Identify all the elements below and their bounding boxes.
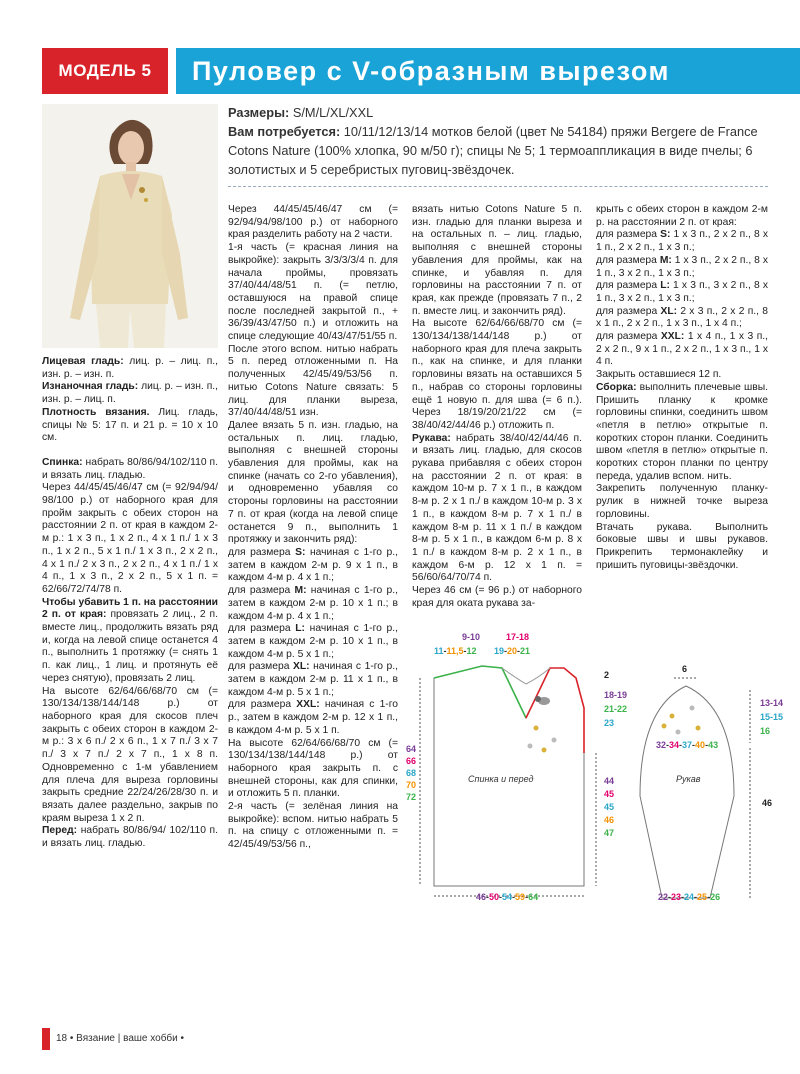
star-button-icon (676, 730, 681, 735)
stitch-purl-text: лиц. р. – изн. п., изн. р. – лиц. п. (42, 381, 218, 406)
dim-value: 46 (604, 815, 615, 825)
size-prefix: для размера (596, 331, 661, 343)
size-xl: XL: (292, 661, 310, 673)
sleeve-cap-2: 15-15 (760, 712, 784, 722)
assembly-label: Сборка: (596, 381, 637, 393)
size-xl: XL: (660, 305, 678, 317)
dim-value: 54 (502, 892, 513, 902)
size-prefix: для размера (596, 280, 661, 292)
col4-p3: Закрепить полученную планку-рулик в нижней точке выреза горловины. (596, 483, 768, 520)
col2-p1: Через 44/45/45/46/47 см (= 92/94/94/98/100 р.) от наборного края разделить работу на 2 части. (228, 204, 398, 241)
star-button-icon (534, 726, 539, 731)
model-badge (42, 48, 168, 94)
dim-shoulder-label: 11-11,5-12 (434, 646, 477, 656)
size-s-text: начиная с 1-го р., затем в каждом 2-м р. 9 х 1 п., в каждом 4-м р. 4 х 1 п.; (228, 546, 398, 584)
dim-value: 26 (710, 892, 721, 902)
size-s: S: (295, 546, 306, 558)
sleeve-width-label: 32-34-37-40-43 (656, 740, 719, 750)
col2-p5: На высоте 62/64/66/68/70 см (= 130/134/138/144/148 р.) от наборного края закрыть п. с внешней стороны, как для спинки, и отложить 5 п. планки. (228, 737, 398, 800)
size-prefix: для размера (228, 699, 297, 711)
body-caption: Спинка и перед (468, 774, 534, 784)
sleeve-top-label: 6 (682, 664, 688, 674)
size-xxl: XXL: (296, 699, 320, 711)
col2-p6: 2-я часть (= зелёная линия на выкройке): вспом. нитью набрать 5 п. на спицу с отложенными п. = 42/45/49/53/56 п., (228, 801, 398, 851)
dim-value: 72 (406, 792, 417, 802)
star-button-icon (542, 748, 547, 753)
stitch-purl-label: Изнаночная гладь: (42, 381, 139, 393)
dim-value: 64 (406, 744, 417, 754)
column-1 (42, 356, 218, 851)
dim-value: 24 (684, 892, 695, 902)
front-text: набрать 80/86/94/ 102/110 п. и вязать лиц. гладью. (42, 825, 218, 850)
dim-value: 45 (604, 789, 615, 799)
woman-in-pullover-photo (42, 104, 218, 348)
col2-p2: 1-я часть (= красная линия на выкройке): закрыть 3/3/3/3/4 п. для начала проймы, провязать 37/40/44/48/51 п. (= петлю, оставшуюся на правой спице после последней закрытой п., + 36/39/43/47/50 п.) и отложить на спице следующие 40/43/47/51/55 п. (228, 242, 398, 343)
dim-shoulder-drop: 2 (604, 670, 610, 680)
size-prefix: для размера (228, 661, 293, 673)
star-button-icon (528, 744, 533, 749)
back-paragraph-2: Через 44/45/45/46/47 см (= 92/94/94/ 98/100 р.) от наборного края для пройм закрыть с обеих сторон на расстоянии 2 п. от края в каждом 2-м р.: 1 х 3 п., 1 х 2 п., 4 х 1 п./ 1 х 3 п., 1 х 2 п., 5 х 1 п./ 1 х 3 п., 2 х 2 п., 4 х 1 п./ 2 х 3 п., 2 х 2 п., 4 х 1 п./ 1 х 4 п., 1 х 3 п., 2 х 2 п., 5 х 1 п. = 62/66/72/74/78 п. (42, 482, 218, 595)
size-prefix: для размера (228, 585, 295, 597)
page-title (176, 48, 800, 94)
size-prefix: для размера (596, 229, 661, 241)
divider (228, 186, 768, 187)
col3-p1: вязать нитью Cotons Nature 5 п. изн. гладью для планки выреза и на остальных п. – лиц. гладью, выполняя с внешней стороны убавления для проймы, как на спинке, и убавляя п. для горловины на расстоянии 7 п. от края, как прежде (провязать 7 п., 2 п. вместе лиц. и закончить ряд). (412, 204, 582, 317)
dim-value: 40 (695, 740, 706, 750)
size-s-text: 1 х 3 п., 2 х 2 п., 8 х 1 п., 2 х 2 п., 1 х 3 п.; (596, 229, 768, 254)
size-prefix: для размера (596, 254, 660, 266)
size-xl-text: 2 х 3 п., 2 х 2 п., 8 х 1 п., 2 х 2 п., 1 х 3 п., 1 х 4 п.; (596, 305, 768, 330)
size-l-text: 1 х 3 п., 3 х 2 п., 8 х 1 п., 3 х 2 п., 1 х 3 п.; (596, 280, 768, 304)
dim-armhole-1: 18-19 (604, 690, 628, 700)
dim-value: 46 (476, 892, 487, 902)
green-line (434, 666, 526, 718)
sizes-block (228, 103, 768, 179)
size-xxl: XXL: (660, 331, 685, 343)
size-xl-text: начиная с 1-го р., затем в каждом 2-м р. 11 х 1 п., в каждом 4-м р. 5 х 1 п.; (228, 661, 398, 698)
dim-value: 22 (658, 892, 669, 902)
col4-p4: Втачать рукава. Выполнить боковые швы и швы рукавов. Прикрепить термонаклейку и пришить пуговицы-звёздочки. (596, 521, 768, 571)
star-button-icon (696, 726, 701, 731)
sleeve-outline (640, 686, 734, 898)
sleeve-cap-3: 16 (760, 726, 771, 736)
size-xxl-text: начиная с 1-го р., затем в каждом 2-м р. 12 х 1 п., в каждом 4-м р. 5 х 1 п. (228, 699, 398, 736)
sleeve-cap-1: 13-14 (760, 698, 784, 708)
bee-icon (535, 696, 550, 705)
dim-neck-label: 9-10 (462, 632, 481, 642)
footer (56, 1033, 184, 1044)
side-labels (604, 776, 614, 838)
footer-accent (42, 1028, 50, 1050)
dim-value: 68 (406, 768, 417, 778)
stitch-face-label: Лицевая гладь: (42, 356, 124, 367)
column-2 (228, 204, 398, 852)
sleeve-bottom-label: 22-23-24-25-26 (658, 892, 721, 902)
sizes-label: Размеры: (228, 105, 290, 120)
height-labels (406, 744, 416, 802)
dim-value: 45 (604, 802, 615, 812)
sleeve-length-label: 46 (762, 798, 773, 808)
footer-text: • Вязание | ваше хобби • (69, 1033, 185, 1044)
back-label: Спинка: (42, 456, 83, 468)
col4-p1: крыть с обеих сторон в каждом 2-м р. на расстоянии 2 п. от края: (596, 204, 768, 228)
density-text: Лиц. гладь, спицы № 5: 17 п. и 21 р. = 10 х 10 см. (42, 406, 218, 444)
size-prefix: для размера (228, 623, 296, 635)
star-button-icon (662, 724, 667, 729)
materials-label: Вам потребуется: (228, 124, 341, 139)
column-3 (412, 204, 582, 611)
col4-p2: Закрыть оставшиеся 12 п. (596, 369, 722, 381)
dim-value: 70 (406, 780, 417, 790)
dim-value: 23 (671, 892, 682, 902)
column-4 (596, 204, 768, 572)
col2-p4: Далее вязать 5 п. изн. гладью, на остальных п. лиц. гладью, выполняя с внешней стороны убавления для проймы, как на спинке (начать со 2-го убавления), и одновременно убавляя со стороны горловины на расстоянии 7 п. от края (когда на левой спице останется 9 п., выполнить 1 протяжку и закончить ряд): (228, 419, 398, 546)
size-m-text: 1 х 3 п., 2 х 2 п., 8 х 1 п., 3 х 2 п., 1 х 3 п.; (596, 254, 768, 279)
dim-value: 44 (604, 776, 615, 786)
star-button-icon (552, 738, 557, 743)
stitch-face-text: лиц. р. – лиц. п., изн. р. – изн. п. (42, 356, 218, 380)
dim-value: 47 (604, 828, 615, 838)
dim-value: 34 (669, 740, 680, 750)
dim-shoulder-label-2: 19-20-21 (494, 646, 531, 656)
decrease-label: Чтобы убавить 1 п. на расстоянии 2 п. от края: (42, 596, 218, 621)
density-label: Плотность вязания. (42, 406, 150, 418)
title-text: Пуловер с V-образным вырезом (192, 55, 670, 86)
assembly-text: выполнить плечевые швы. Пришить планку к кромке горловины спинки, соединить швом «петля в петлю» открытые п. коротких сторон планки. Соединить швом «петля в петлю» открытые п. коротких сторон планки по центру переда, удалив вспом. нить. (596, 381, 768, 482)
dim-neck-label-2: 17-18 (506, 632, 530, 642)
col2-p3: После этого вспом. нитью набрать 5 п. перед отложенными п. На полученных 42/45/49/53/56 п. нитью Cotons Nature связать: 5 лиц. для планки выреза, 37/40/44/48/51 изн. (228, 343, 398, 419)
front-label: Перед: (42, 825, 78, 837)
size-l-text: начиная с 1-го р., затем в каждом 2-м р. 10 х 1 п., в каждом 4-м р. 5 х 1 п.; (228, 623, 398, 660)
back-text: набрать 80/86/94/102/110 п. и вязать лиц. гладью. (42, 456, 218, 481)
size-l: L: (660, 280, 670, 292)
size-s: S: (660, 229, 671, 241)
dim-value: 50 (489, 892, 500, 902)
size-m: M: (294, 585, 307, 597)
size-prefix: для размера (228, 546, 296, 558)
model-label: МОДЕЛЬ 5 (58, 61, 152, 80)
sleeve-text: набрать 38/40/42/44/46 п. и вязать лиц. гладью, для скосов рукава прибавляя с обеих сторон на расстоянии 2 п. от края: в каждом 10-м р. 7 х 1 п., в каждом 8-м р. 2 х 1 п./ в каждом 10-м р. 3 х 1 п., в каждом 8-м р. 7 х 1 п./ в каждом 8-м р. 11 х 1 п./ в каждом 8-м р. 5 х 1 п., в каждом 6-м р. 8 х 1 п./ в каждом 8-м р. 2 х 1 п., в каждом 6-м р. 12 х 1 п. = 56/60/64/70/74 п. (412, 432, 582, 584)
sizes-value: S/M/L/XL/XXL (292, 105, 374, 120)
back-paragraph-3: На высоте 62/64/66/68/70 см (= 130/134/138/144/148 р.) от наборного края для скосов плеч закрыть с обеих сторон в каждом 2-м р.: 3 х 6 п./ 2 х 6 п., 1 х 7 п./ 3 х 7 п./ 3 х 7 п./ 2 х 7 п., 1 х 8 п. Одновременно с 1-м убавлением для плеча для выреза горловины закрыть средние 22/24/26/28/30 п. и вязать далее раздельно, закрыв по краям выреза 1 х 2 п. (42, 685, 218, 824)
dim-armhole-3: 23 (604, 718, 615, 728)
dim-armhole-2: 21-22 (604, 704, 628, 714)
star-button-icon (670, 714, 675, 719)
dim-value: 37 (682, 740, 693, 750)
sleeve-label: Рукава: (412, 432, 451, 444)
page-number: 18 (56, 1033, 68, 1044)
sleeve-caption: Рукав (676, 774, 701, 784)
col3-p2: На высоте 62/64/66/68/70 см (= 130/134/138/144/148 р.) от наборного края для плеча закрыть п., как на спинке, и для планки горловины вязать на оставшихся 5 п., набрав со стороны горловины ещё 1 новую п. для шва (= 6 п.). Через 18/19/20/21/22 см (= 38/40/42/44/46 р.) отложить п. (412, 318, 582, 431)
star-button-icon (690, 706, 695, 711)
size-xxl-text: 1 х 4 п., 1 х 3 п., 2 х 2 п., 9 х 1 п., 2 х 2 п., 1 х 3 п., 1 х 4 п. (596, 331, 768, 368)
decrease-text: провязать 2 лиц., 2 п. вместе лиц., продолжить вязать ряд и, когда на левой спице останется 4 п., выполнить 1 протяжку (= снять 1 п. как лиц., 1 лиц. и протянуть её через снятую), провязать 2 лиц. (42, 609, 218, 684)
dim-value: 59 (515, 892, 526, 902)
size-m-text: начиная с 1-го р., затем в каждом 2-м р. 10 х 1 п.; в каждом 4-м р. 4 х 1 п.; (228, 585, 398, 622)
pattern-diagram (404, 628, 800, 908)
size-l: L: (295, 623, 305, 635)
size-m: M: (659, 254, 672, 266)
materials-value: 10/11/12/13/14 мотков белой (цвет № 54184) пряжи Bergere de France Cotons Nature (100% хлопка, 90 м/50 г); спицы № 5; 1 термоаппликация в виде пчелы; 6 золотистых и 5 серебристых пуговиц-звёздочек. (228, 124, 758, 177)
size-prefix: для размера (596, 305, 661, 317)
dim-value: 66 (406, 756, 417, 766)
dim-value: 25 (697, 892, 708, 902)
col3-p3: Через 46 см (= 96 р.) от наборного края для оката рукава за- (412, 585, 582, 609)
dim-value: 64 (528, 892, 539, 902)
bottom-width-label: 46-50-54-59-64 (476, 892, 539, 902)
dim-value: 32 (656, 740, 667, 750)
dim-value: 43 (708, 740, 719, 750)
